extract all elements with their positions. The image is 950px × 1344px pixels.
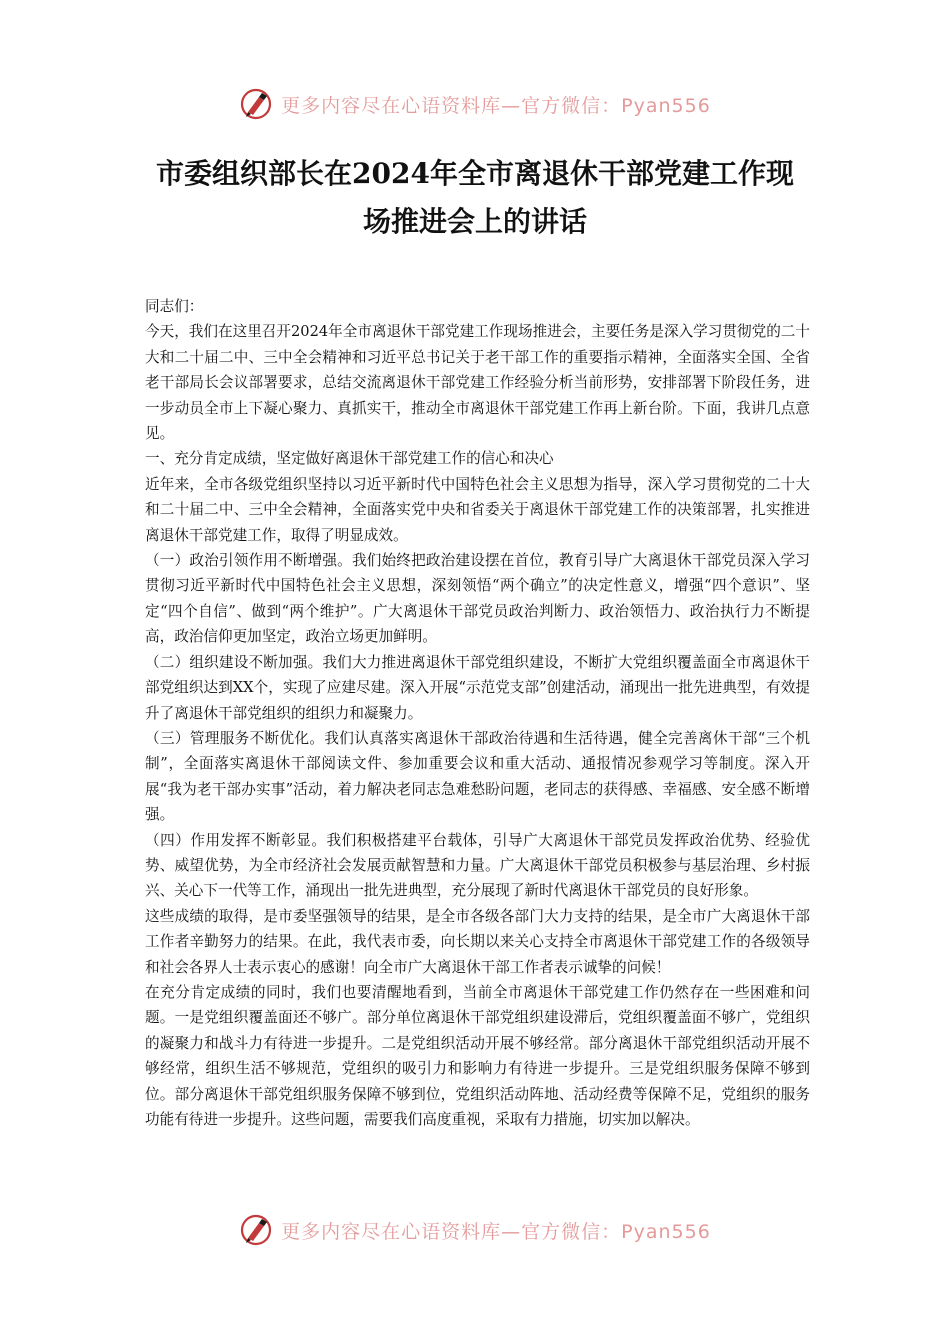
pen-nib-logo-icon xyxy=(239,1213,273,1247)
pen-nib-logo-icon xyxy=(239,87,273,121)
paragraph-political-guidance: （一）政治引领作用不断增强。我们始终把政治建设摆在首位，教育引导广大离退休干部党员深入学习贯彻习近平新时代中国特色社会主义思想，深刻领悟“两个确立”的决定性意义，增强“四个意识”、坚定“四个自信”、做到“两个维护”。广大离退休干部党员政治判断力、政治领悟力、政治执行力不断提高，政治信仰更加坚定，政治立场更加鲜明。 xyxy=(145,552,810,646)
paragraph-intro: 今天，我们在这里召开2024年全市离退休干部党建工作现场推进会，主要任务是深入学习贯彻党的二十大和二十届二中、三中全会精神和习近平总书记关于老干部工作的重要指示精神，全面落实全国、全省老干部局长会议部署要求，总结交流离退休干部党建工作经验分析当前形势，安排部署下阶段任务，进一步动员全市上下凝心聚力、真抓实干，推动全市离退休干部党建工作再上新台阶。下面，我讲几点意见。 xyxy=(145,323,810,443)
paragraph-management: （三）管理服务不断优化。我们认真落实离退休干部政治待遇和生活待遇，健全完善离休干部“三个机制”，全面落实离退休干部阅读文件、参加重要会议和重大活动、通报情况参观学习等制度。深入开展“我为老干部办实事”活动，着力解决老同志急难愁盼问题，老同志的获得感、幸福感、安全感不断增强。 xyxy=(145,729,810,824)
paragraph-thanks: 这些成绩的取得，是市委坚强领导的结果，是全市各级各部门大力支持的结果，是全市广大离退休干部工作者辛勤努力的结果。在此，我代表市委，向长期以来关心支持全市离退休干部党建工作的各级领导和社会各界人士表示衷心的感谢！向全市广大离退休干部工作者表示诚挚的问候！ xyxy=(145,907,810,976)
paragraph-organization: （二）组织建设不断加强。我们大力推进离退休干部党组织建设，不断扩大党组织覆盖面全市离退休干部党组织达到XX个，实现了应建尽建。深入开展“示范党支部”创建活动，涌现出一批先进典型，有效提升了离退休干部党组织的组织力和凝聚力。 xyxy=(145,653,810,722)
paragraph-achievements: 近年来，全市各级党组织坚持以习近平新时代中国特色社会主义思想为指导，深入学习贯彻党的二十大和二十届二中、三中全会精神，全面落实党中央和省委关于离退休干部党建工作的决策部署，扎实推进离退休干部党建工作，取得了明显成效。 xyxy=(145,475,810,544)
salutation: 同志们： xyxy=(145,298,204,315)
title-line-2: 场推进会上的讲话 xyxy=(362,205,587,238)
paragraph-role: （四）作用发挥不断彰显。我们积极搭建平台载体，引导广大离退休干部党员发挥政治优势、经验优势、威望优势，为全市经济社会发展贡献智慧和力量。广大离退休干部党员积极参与基层治理、乡村振兴、关心下一代等工作，涌现出一批先进典型，充分展现了新时代离退休干部党员的良好形象。 xyxy=(145,831,810,900)
document-title xyxy=(120,150,830,246)
document-body xyxy=(145,294,810,1132)
watermark-banner-top xyxy=(0,84,950,124)
title-line-1: 市委组织部长在2024年全市离退休干部党建工作现 xyxy=(156,157,794,190)
watermark-text: 更多内容尽在心语资料库—官方微信：Pyan556 xyxy=(281,94,711,117)
watermark-text: 更多内容尽在心语资料库—官方微信：Pyan556 xyxy=(281,1220,711,1243)
section-heading-1: 一、充分肯定成绩，坚定做好离退休干部党建工作的信心和决心 xyxy=(145,450,554,468)
watermark-banner-bottom xyxy=(0,1210,950,1250)
paragraph-problems: 在充分肯定成绩的同时，我们也要清醒地看到，当前全市离退休干部党建工作仍然存在一些困难和问题。一是党组织覆盖面还不够广。部分单位离退休干部党组织建设滞后，党组织覆盖面不够广，党组织的凝聚力和战斗力有待进一步提升。二是党组织活动开展不够经常。部分离退休干部党组织活动开展不够经常，组织生活不够规范，党组织的吸引力和影响力有待进一步提升。三是党组织服务保障不够到位。部分离退休干部党组织服务保障不够到位，党组织活动阵地、活动经费等保障不足，党组织的服务功能有待进一步提升。这些问题，需要我们高度重视，采取有力措施，切实加以解决。 xyxy=(145,983,810,1128)
